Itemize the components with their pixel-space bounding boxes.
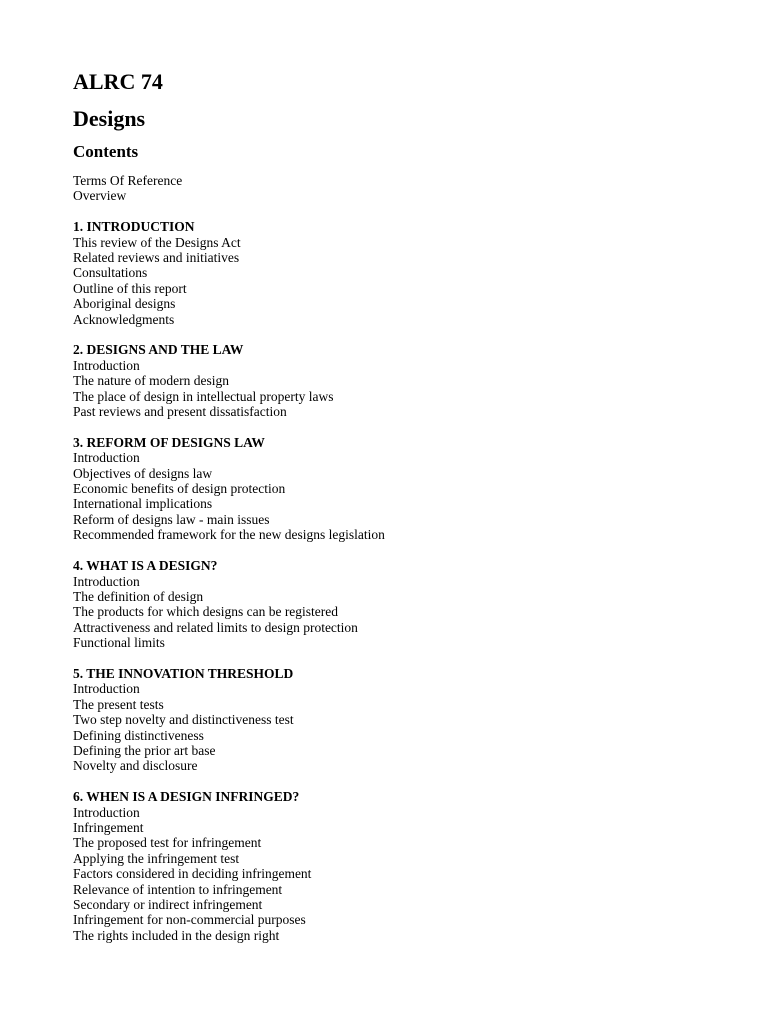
- toc-link[interactable]: Outline of this report: [73, 280, 187, 296]
- toc-link[interactable]: The products for which designs can be registered: [73, 604, 339, 620]
- toc-section-heading[interactable]: 4. WHAT IS A DESIGN?: [73, 558, 218, 574]
- document-page: [73, 68, 748, 959]
- toc-link[interactable]: The nature of modern design: [73, 373, 229, 389]
- toc-sections: [73, 219, 748, 943]
- toc-link[interactable]: Defining distinctiveness: [73, 727, 204, 743]
- toc-link[interactable]: Secondary or indirect infringement: [73, 897, 263, 912]
- toc-link[interactable]: This review of the Designs Act: [73, 234, 241, 250]
- document-title: ALRC 74: [73, 69, 163, 94]
- toc-link[interactable]: Introduction: [73, 681, 140, 697]
- intro-links: [73, 173, 748, 204]
- toc-section-heading[interactable]: 3. REFORM OF DESIGNS LAW: [73, 434, 265, 450]
- toc-link[interactable]: Aboriginal designs: [73, 296, 176, 312]
- toc-link[interactable]: Introduction: [73, 804, 140, 820]
- toc-link[interactable]: Objectives of designs law: [73, 465, 213, 481]
- toc-link[interactable]: Consultations: [73, 265, 148, 281]
- toc-section: [73, 666, 748, 774]
- toc-link[interactable]: Reform of designs law - main issues: [73, 511, 270, 527]
- toc-link[interactable]: The proposed test for infringement: [73, 835, 262, 851]
- toc-link[interactable]: Attractiveness and related limits to design protection: [73, 619, 358, 635]
- toc-link[interactable]: The definition of design: [73, 588, 204, 604]
- toc-link-terms-of-reference[interactable]: Terms Of Reference: [73, 173, 183, 188]
- toc-section-heading[interactable]: 1. INTRODUCTION: [73, 219, 195, 235]
- toc-link[interactable]: Two step novelty and distinctiveness test: [73, 712, 294, 728]
- toc-link[interactable]: Functional limits: [73, 635, 165, 651]
- toc-link[interactable]: Applying the infringement test: [73, 850, 240, 866]
- toc-section-heading[interactable]: 5. THE INNOVATION THRESHOLD: [73, 665, 294, 681]
- toc-link[interactable]: Acknowledgments: [73, 311, 175, 327]
- toc-link[interactable]: Introduction: [73, 450, 140, 466]
- toc-link[interactable]: Introduction: [73, 573, 140, 589]
- toc-link[interactable]: The present tests: [73, 696, 164, 712]
- toc-section: [73, 342, 748, 419]
- toc-section: [73, 219, 748, 327]
- toc-link[interactable]: The rights included in the design right: [73, 927, 280, 943]
- toc-link[interactable]: Recommended framework for the new designs legislation: [73, 527, 385, 543]
- toc-link[interactable]: The place of design in intellectual property laws: [73, 388, 334, 404]
- toc-link[interactable]: Past reviews and present dissatisfaction: [73, 404, 287, 420]
- toc-section: [73, 558, 748, 650]
- toc-section: [73, 435, 748, 543]
- contents-heading: Contents: [73, 142, 139, 161]
- toc-link[interactable]: Defining the prior art base: [73, 742, 216, 758]
- toc-section-heading[interactable]: 6. WHEN IS A DESIGN INFRINGED?: [73, 789, 300, 805]
- toc-link[interactable]: Factors considered in deciding infringement: [73, 866, 312, 882]
- toc-section-heading[interactable]: 2. DESIGNS AND THE LAW: [73, 342, 244, 358]
- toc-link[interactable]: Introduction: [73, 357, 140, 373]
- toc-section: [73, 789, 748, 943]
- toc-link-overview[interactable]: Overview: [73, 188, 127, 204]
- toc-link[interactable]: Related reviews and initiatives: [73, 250, 240, 266]
- document-subtitle: Designs: [73, 106, 146, 131]
- toc-link[interactable]: Infringement for non-commercial purposes: [73, 912, 306, 928]
- toc-link[interactable]: International implications: [73, 496, 213, 512]
- toc-link[interactable]: Economic benefits of design protection: [73, 481, 286, 497]
- toc-link[interactable]: Relevance of intention to infringement: [73, 881, 283, 897]
- toc-link[interactable]: Novelty and disclosure: [73, 758, 198, 774]
- toc-link[interactable]: Infringement: [73, 819, 144, 835]
